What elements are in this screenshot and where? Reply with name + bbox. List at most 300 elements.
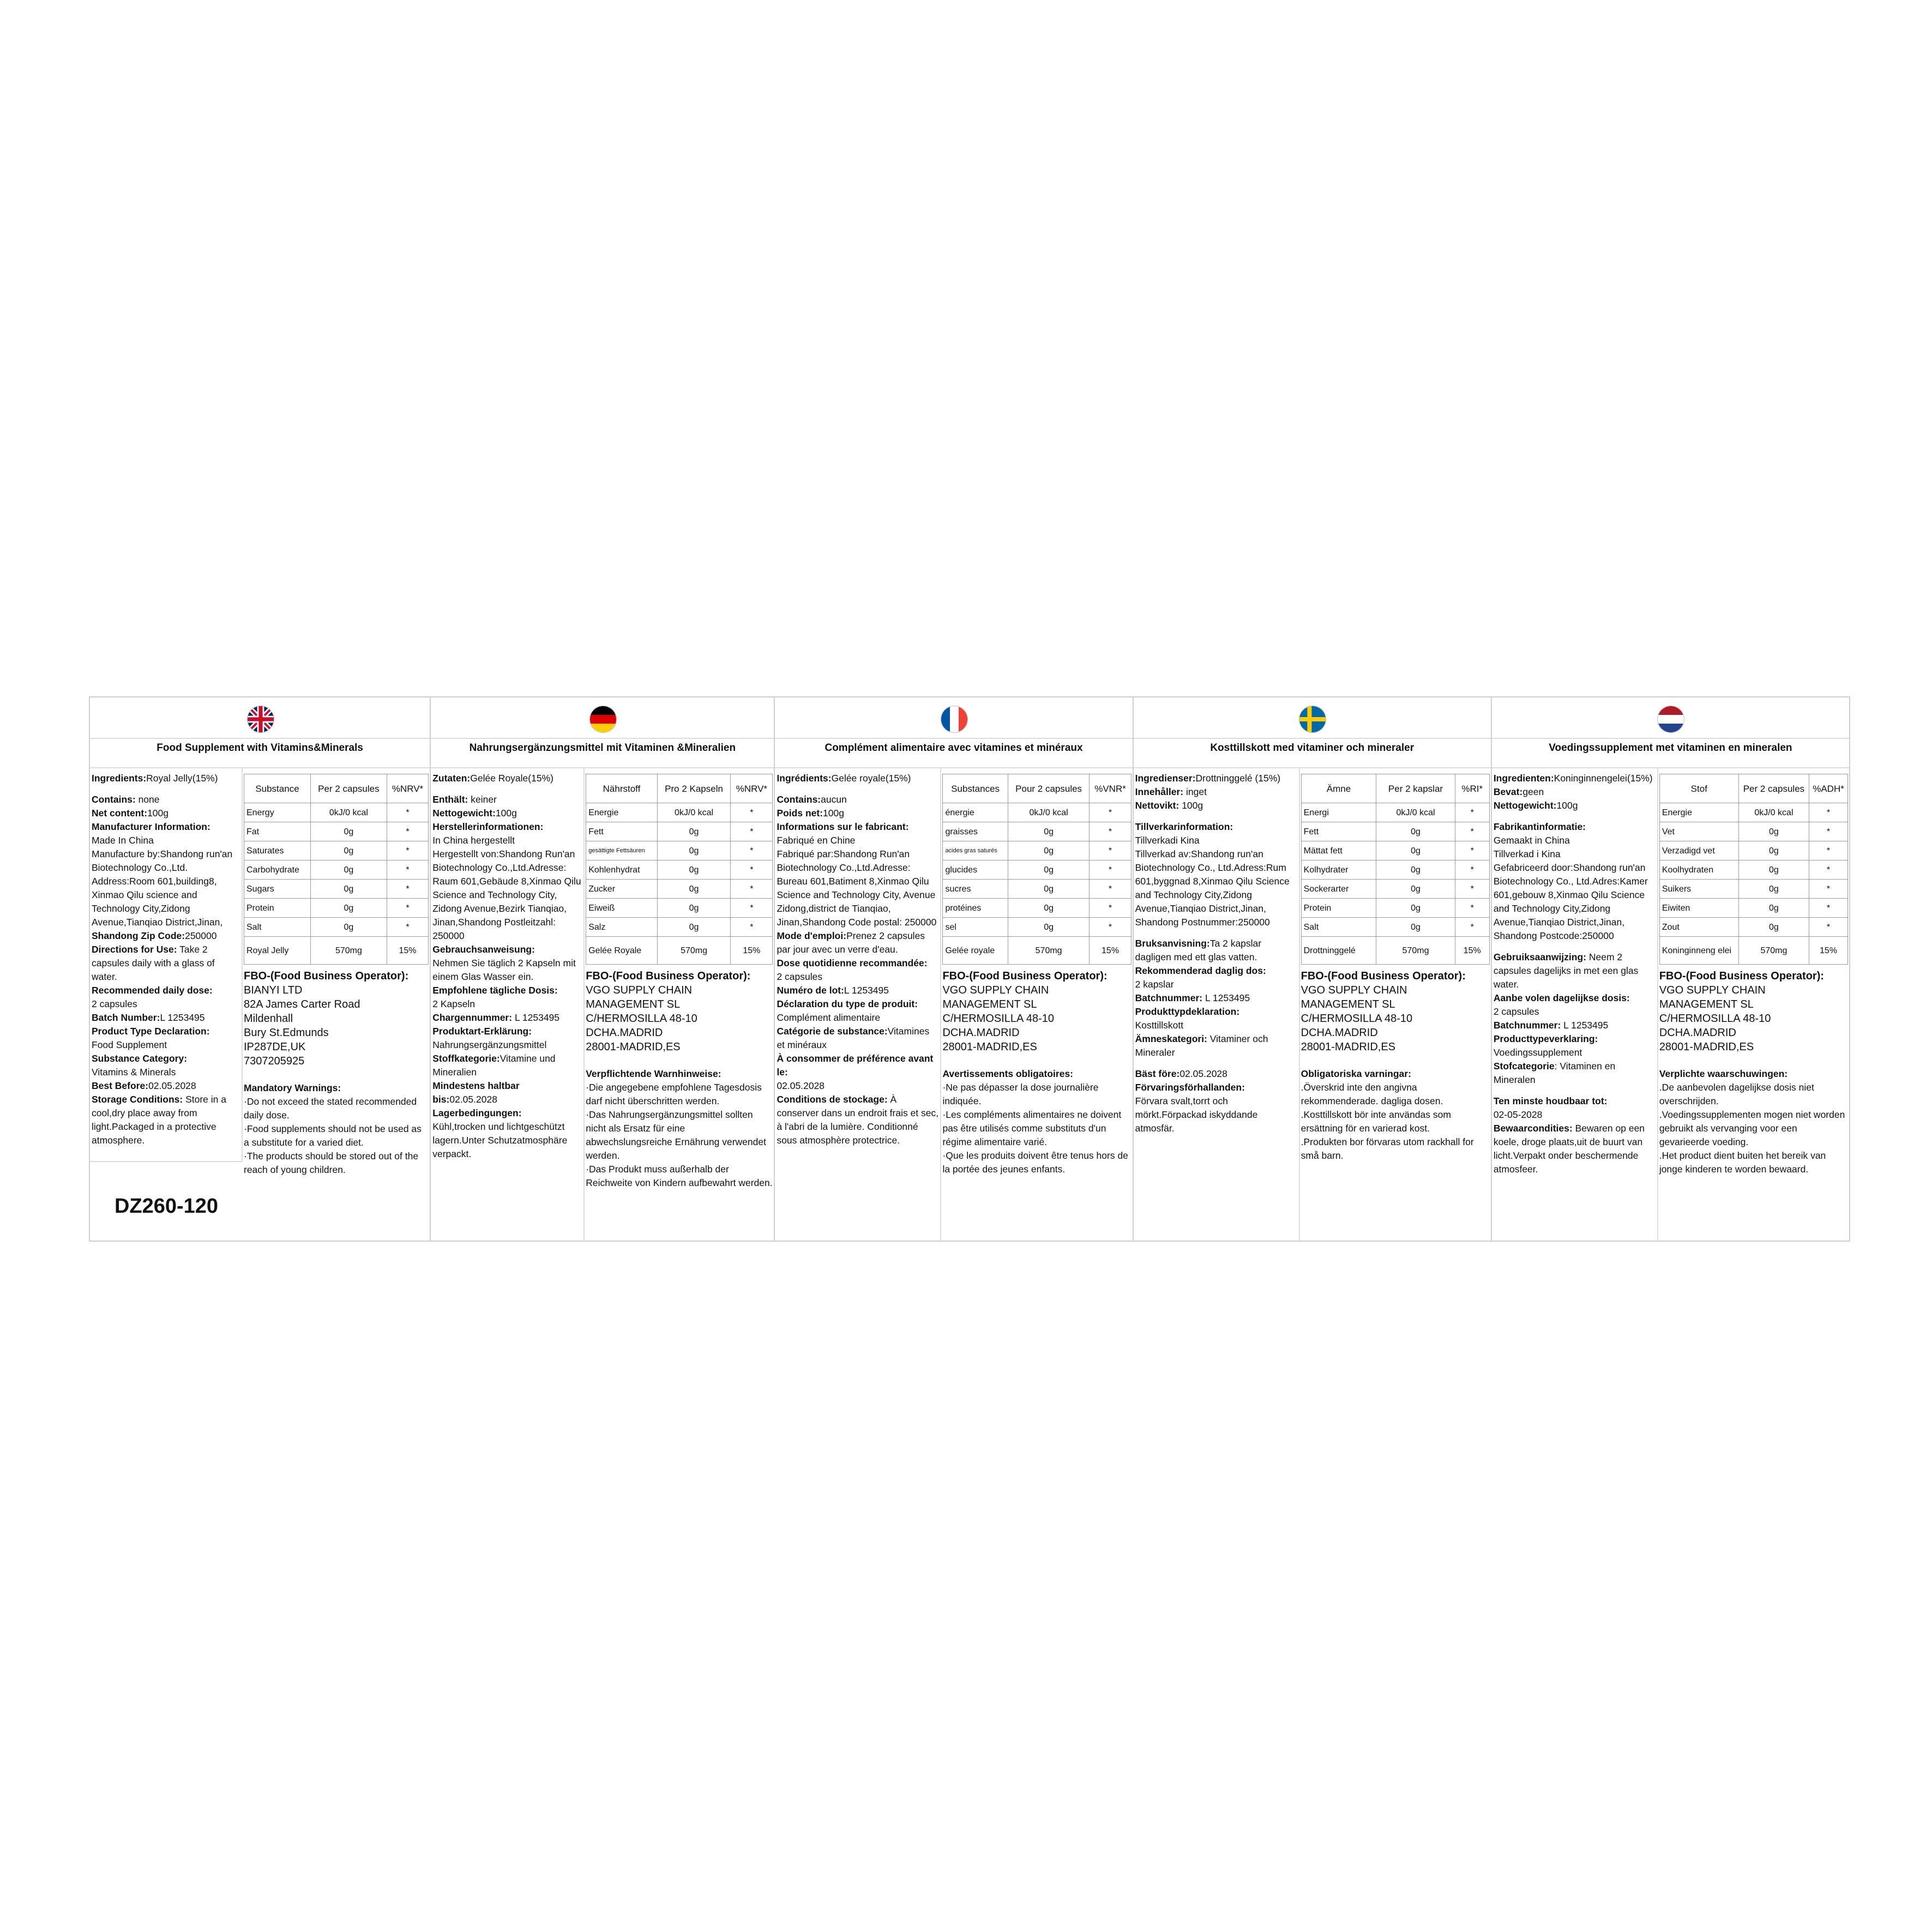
table-cell: 0g <box>1008 880 1090 899</box>
fbo-line: VGO SUPPLY CHAIN <box>942 984 1049 996</box>
info-line <box>777 785 938 793</box>
table-cell: Eiweiß <box>586 899 658 918</box>
table-cell: * <box>1809 803 1848 822</box>
info-line <box>92 1052 240 1066</box>
info-key: Mindestens haltbar bis: <box>432 1080 520 1105</box>
info-line <box>1494 834 1656 847</box>
table-cell: Koolhydraten <box>1659 860 1738 880</box>
info-value: Nahrungsergänzungsmittel <box>432 1039 547 1050</box>
info-line <box>432 1038 582 1052</box>
table-cell: 0g <box>1738 822 1809 841</box>
info-line <box>432 1079 582 1106</box>
info-line <box>777 929 938 956</box>
table-cell: Kolhydrater <box>1301 860 1376 880</box>
info-line <box>1135 834 1297 847</box>
table-cell: 15% <box>1090 937 1131 965</box>
info-line <box>432 1052 582 1079</box>
table-row <box>244 803 429 822</box>
table-row <box>244 880 429 899</box>
fbo-line: 82A James Carter Road <box>244 998 360 1010</box>
table-cell: * <box>1809 841 1848 860</box>
table-row <box>1301 918 1489 937</box>
info-value: Voedingssupplement <box>1493 1047 1582 1058</box>
info-key: Directions for Use: <box>92 944 177 955</box>
table-cell: * <box>1809 899 1848 918</box>
table-cell: Fett <box>586 822 658 841</box>
table-row <box>586 899 773 918</box>
info-key: Produktart-Erklärung: <box>432 1026 532 1037</box>
fbo-line: Mildenhall <box>244 1013 293 1025</box>
info-line <box>1135 1094 1297 1135</box>
table-cell: Mättat fett <box>1301 841 1376 860</box>
fbo-line: VGO SUPPLY CHAIN <box>1301 984 1407 996</box>
table-cell: Zout <box>1659 918 1738 937</box>
info-key: Bäst före: <box>1135 1068 1180 1079</box>
info-line <box>1135 847 1297 929</box>
info-key: Ten minste houdbaar tot: <box>1493 1096 1608 1106</box>
table-cell: 570mg <box>1376 937 1455 965</box>
table-cell: 15% <box>1809 937 1848 965</box>
info-key: Catégorie de substance: <box>777 1026 888 1037</box>
table-cell: 0g <box>1376 880 1455 899</box>
table-cell: * <box>731 860 773 880</box>
table-cell: 0kJ/0 kcal <box>1738 803 1809 822</box>
warnings-block <box>586 1067 773 1190</box>
info-key: Mode d'emploi: <box>777 930 847 941</box>
table-cell: Energy <box>244 803 311 822</box>
info-column <box>1492 768 1658 1241</box>
info-line <box>777 1011 938 1025</box>
info-value: Vitamines et minéraux <box>777 1026 930 1050</box>
table-cell: * <box>1809 918 1848 937</box>
table-row <box>943 937 1131 965</box>
info-value: L 1253495 <box>160 1012 205 1023</box>
table-cell: * <box>387 880 428 899</box>
info-value: aucun <box>821 794 847 805</box>
info-line <box>777 997 938 1011</box>
info-value: 100g <box>495 808 517 818</box>
table-cell: * <box>1455 899 1489 918</box>
table-cell: Fat <box>244 822 311 841</box>
info-line <box>1135 1032 1297 1060</box>
table-cell: 0g <box>1376 899 1455 918</box>
column-header: Ämne <box>1301 774 1376 803</box>
info-line <box>1494 785 1656 799</box>
info-line <box>777 1093 938 1147</box>
warning-line: .Kosttillskott bör inte användas som ersättning för en varierad kost. <box>1301 1109 1451 1134</box>
panel-title: Kosttillskott med vitaminer och mineraler <box>1134 738 1491 768</box>
info-line <box>777 793 938 806</box>
column-header: Pro 2 Kapseln <box>657 774 731 803</box>
warning-line: ·Ne pas dépasser la dose journalière indiquée. <box>942 1082 1099 1106</box>
info-value: L 1253495 <box>844 985 889 996</box>
warnings-title: Mandatory Warnings: <box>244 1082 341 1093</box>
warnings-block <box>244 1081 429 1177</box>
table-cell: 0kJ/0 kcal <box>310 803 387 822</box>
info-value: Food Supplement <box>92 1039 167 1050</box>
info-value: 02.05.2028 <box>148 1080 196 1091</box>
table-cell: * <box>1090 803 1131 822</box>
info-line <box>1494 950 1656 991</box>
info-value: Kühl,trocken und lichtgeschützt lagern.Unter Schutzatmosphäre verpackt. <box>432 1121 568 1159</box>
info-value: : Vitaminen en Mineralen <box>1493 1061 1616 1085</box>
info-key: Ämneskategori: <box>1135 1033 1207 1044</box>
info-key: Innehåller: <box>1135 786 1184 797</box>
info-line <box>777 1025 938 1052</box>
table-cell: 0g <box>310 822 387 841</box>
table-cell: * <box>387 803 428 822</box>
table-cell: 0g <box>657 822 731 841</box>
table-cell: 0g <box>1008 918 1090 937</box>
info-value: Vitamins & Minerals <box>92 1067 176 1078</box>
info-key: Empfohlene tägliche Dosis: <box>432 985 558 996</box>
table-row <box>586 937 773 965</box>
warning-line: .De aanbevolen dagelijkse dosis niet overschrijden. <box>1659 1082 1814 1106</box>
info-line <box>1494 861 1656 943</box>
table-cell: * <box>1090 822 1131 841</box>
info-line <box>1494 1094 1656 1108</box>
table-cell: 0g <box>1738 880 1809 899</box>
product-code: DZ260-120 <box>90 1161 243 1282</box>
info-line <box>1135 978 1297 991</box>
table-cell: Salz <box>586 918 658 937</box>
info-key: À consommer de préférence avant le: <box>777 1053 934 1078</box>
nutrition-column <box>1658 768 1849 1241</box>
info-line <box>1135 929 1297 937</box>
info-value: Gefabriceerd door:Shandong run'an Biotechnology Co., Ltd.Adres:Kamer 601,gebouw 8,Xinmao Qilu Science and Technology City,Zidong Avenue,Tianqiao District,Jinan, Shandong Postcode:250000 <box>1493 862 1648 941</box>
info-key: Tillverkarinformation: <box>1135 821 1233 832</box>
warning-line: ·Das Produkt muss außerhalb der Reichweite von Kindern aufbewahrt werden. <box>586 1164 773 1188</box>
info-key: Nettogewicht: <box>1493 800 1557 811</box>
table-row <box>244 822 429 841</box>
info-key: Manufacturer Information: <box>92 821 210 832</box>
info-line <box>1494 1005 1656 1019</box>
fbo-line: MANAGEMENT SL <box>586 998 681 1010</box>
warning-line: ·Que les produits doivent être tenus hors de la portée des jeunes enfants. <box>942 1150 1128 1175</box>
table-cell: acides gras saturés <box>943 841 1008 860</box>
info-line <box>1494 1046 1656 1060</box>
table-row <box>1659 880 1847 899</box>
table-cell: Vet <box>1659 822 1738 841</box>
table-cell: * <box>731 880 773 899</box>
info-line <box>777 847 938 929</box>
table-cell: * <box>1090 841 1131 860</box>
info-key: Net content: <box>92 808 148 818</box>
warnings-block <box>1659 1067 1848 1176</box>
table-row <box>1301 803 1489 822</box>
info-key: Conditions de stockage: <box>777 1094 888 1105</box>
info-line <box>1135 772 1297 785</box>
warning-line: ·Das Nahrungsergänzungsmittel sollten nicht als Ersatz für eine abwechslungsreiche Ernährung verwendet werden. <box>586 1109 766 1161</box>
info-line <box>1135 799 1297 812</box>
info-key: Ingredients: <box>92 773 147 784</box>
column-header: Nährstoff <box>586 774 658 803</box>
info-value: 2 Kapseln <box>432 998 476 1009</box>
info-value: À conserver dans un endroit frais et sec, à l'abri de la lumière. Conditionné sous atmosphère protectrice. <box>777 1094 939 1146</box>
column-header: %NRV* <box>387 774 428 803</box>
table-row <box>1659 899 1847 918</box>
table-row <box>244 860 429 880</box>
table-cell: * <box>731 841 773 860</box>
table-cell: * <box>1809 880 1848 899</box>
panel-title: Complément alimentaire avec vitamines et minéraux <box>775 738 1132 768</box>
panel-title: Food Supplement with Vitamins&Minerals <box>90 738 430 768</box>
table-cell: * <box>731 899 773 918</box>
table-cell: * <box>1455 860 1489 880</box>
table-header-row <box>943 774 1131 803</box>
info-value: Made In China <box>92 835 154 846</box>
table-cell: Salt <box>244 918 311 937</box>
column-header: %NRV* <box>731 774 773 803</box>
info-key: Aanbe volen dagelijkse dosis: <box>1493 992 1630 1003</box>
info-column <box>1134 768 1300 1241</box>
info-line <box>1494 1087 1656 1094</box>
table-cell: 570mg <box>1738 937 1809 965</box>
column-header: %ADH* <box>1809 774 1848 803</box>
table-header-row <box>244 774 429 803</box>
table-cell: 0kJ/0 kcal <box>657 803 731 822</box>
table-cell: 570mg <box>1008 937 1090 965</box>
nutrition-column <box>941 768 1132 1241</box>
table-row <box>1659 803 1847 822</box>
info-line <box>92 793 240 806</box>
table-cell: 0g <box>657 918 731 937</box>
info-value: 02.05.2028 <box>449 1094 497 1105</box>
column-header: Per 2 capsules <box>1738 774 1809 803</box>
fbo-line: C/HERMOSILLA 48-10 <box>586 1013 697 1025</box>
sweden-flag-icon <box>1299 706 1326 733</box>
info-column <box>90 768 243 1161</box>
table-cell: 15% <box>1455 937 1489 965</box>
table-cell: * <box>1455 841 1489 860</box>
table-row <box>586 860 773 880</box>
info-key: Rekommenderad daglig dos: <box>1135 965 1266 976</box>
table-cell: Sugars <box>244 880 311 899</box>
info-line <box>432 772 582 785</box>
table-row <box>943 860 1131 880</box>
fbo-line: C/HERMOSILLA 48-10 <box>1659 1013 1771 1025</box>
warning-line: .Het product dient buiten het bereik van jonge kinderen te worden bewaard. <box>1659 1150 1826 1175</box>
table-cell: 570mg <box>310 937 387 965</box>
info-value: 02-05-2028 <box>1493 1109 1543 1120</box>
table-cell: * <box>387 918 428 937</box>
nutrition-table <box>1301 774 1490 965</box>
info-line <box>1135 1019 1297 1032</box>
table-header-row <box>586 774 773 803</box>
table-row <box>943 880 1131 899</box>
nutrition-table <box>1659 774 1848 965</box>
column-header: Substances <box>943 774 1008 803</box>
info-value: inget <box>1183 786 1207 797</box>
info-line <box>1135 785 1297 799</box>
table-cell: 0g <box>1738 860 1809 880</box>
info-line <box>777 1079 938 1093</box>
info-key: Numéro de lot: <box>777 985 844 996</box>
table-cell: 0g <box>1008 822 1090 841</box>
info-line <box>1494 1108 1656 1122</box>
warning-line: .Produkten bor förvaras utom rackhall for små barn. <box>1301 1136 1474 1161</box>
info-line <box>1494 847 1656 861</box>
table-cell: 0g <box>310 860 387 880</box>
table-cell: 15% <box>731 937 773 965</box>
table-header-row <box>1659 774 1847 803</box>
info-key: Poids net: <box>777 808 823 818</box>
table-cell: Carbohydrate <box>244 860 311 880</box>
fbo-line: VGO SUPPLY CHAIN <box>586 984 693 996</box>
table-cell: 0kJ/0 kcal <box>1008 803 1090 822</box>
info-line <box>432 793 582 806</box>
table-row <box>943 841 1131 860</box>
table-cell: * <box>1809 822 1848 841</box>
table-row <box>586 918 773 937</box>
info-line <box>1494 1060 1656 1087</box>
info-value: Drottninggelé (15%) <box>1195 773 1281 784</box>
info-key: Bruksanvisning: <box>1135 938 1210 949</box>
table-row <box>943 803 1131 822</box>
info-key: Ingredienser: <box>1135 773 1196 784</box>
info-value: Tillverkadi Kina <box>1135 835 1200 846</box>
column-header: Per 2 kapslar <box>1376 774 1455 803</box>
info-value: Fabriqué par:Shandong Run'an Biotechnology Co.,Ltd.Adresse: Bureau 601,Batiment 8,Xinmao Qilu Science and Technology City, Avenue Zidong,district de Tianqiao, Jinan,Shandong Code postal: 250000 <box>777 848 937 928</box>
info-line <box>92 785 240 793</box>
fbo-line: MANAGEMENT SL <box>942 998 1037 1010</box>
info-value: 100g <box>1556 800 1578 811</box>
table-cell: 0g <box>1738 899 1809 918</box>
info-line <box>92 772 240 785</box>
fbo-line: Bury St.Edmunds <box>244 1027 329 1039</box>
info-line <box>1494 820 1656 834</box>
info-line <box>432 820 582 834</box>
info-key: Ingrédients: <box>777 773 832 784</box>
table-row <box>1301 822 1489 841</box>
fbo-line: DCHA.MADRID <box>1659 1027 1736 1039</box>
fbo-title: FBO-(Food Business Operator): <box>1301 970 1466 982</box>
france-flag-icon <box>941 706 968 733</box>
table-cell: Energi <box>1301 803 1376 822</box>
fbo-line: C/HERMOSILLA 48-10 <box>942 1013 1054 1025</box>
table-row <box>1301 880 1489 899</box>
info-value: Tillverkad i Kina <box>1493 848 1561 859</box>
info-value: Koninginnengelei(15%) <box>1554 773 1653 784</box>
table-cell: Salt <box>1301 918 1376 937</box>
info-key: Bewaarcondities: <box>1493 1123 1573 1134</box>
fbo-title: FBO-(Food Business Operator): <box>586 970 751 982</box>
info-line <box>92 820 240 834</box>
table-row <box>244 841 429 860</box>
table-cell: 0g <box>310 918 387 937</box>
info-line <box>92 806 240 820</box>
info-value: Take 2 capsules daily with a glass of water. <box>92 944 215 982</box>
info-column <box>431 768 585 1241</box>
table-cell: Royal Jelly <box>244 937 311 965</box>
info-value: Ta 2 kapslar dagligen med ett glas vatten. <box>1135 938 1262 962</box>
info-key: Recommended daily dose: <box>92 985 213 996</box>
info-key: Stoffkategorie: <box>432 1053 500 1064</box>
info-key: Herstellerinformationen: <box>432 821 544 832</box>
info-value: 2 kapslar <box>1135 979 1174 990</box>
info-value: Vitamine und Mineralien <box>432 1053 556 1078</box>
info-line <box>432 847 582 943</box>
warnings-block <box>1301 1067 1490 1163</box>
table-cell: Sockerarter <box>1301 880 1376 899</box>
info-value: L 1253495 <box>1561 1020 1609 1031</box>
info-line <box>777 956 938 970</box>
table-cell: Fett <box>1301 822 1376 841</box>
info-value: 2 capsules <box>777 971 823 982</box>
info-value: L 1253495 <box>512 1012 560 1023</box>
fbo-line: DCHA.MADRID <box>1301 1027 1378 1039</box>
warnings-title: Verpflichtende Warnhinweise: <box>586 1068 721 1079</box>
info-line <box>92 1011 240 1025</box>
info-line <box>1135 1081 1297 1094</box>
table-row <box>244 937 429 965</box>
table-cell: 0g <box>657 841 731 860</box>
info-line <box>92 1038 240 1052</box>
table-row <box>586 841 773 860</box>
info-column <box>775 768 941 1241</box>
fbo-block <box>586 969 773 1054</box>
table-cell: * <box>387 841 428 860</box>
info-key: Produkttypdeklaration: <box>1135 1006 1240 1017</box>
info-line <box>92 834 240 847</box>
table-cell: Kohlenhydrat <box>586 860 658 880</box>
info-line <box>432 1011 582 1025</box>
warning-line: ·Die angegebene empfohlene Tagesdosis darf nicht überschritten werden. <box>586 1082 762 1106</box>
info-value: Manufacture by:Shandong run'an Biotechnology Co.,Ltd. Address:Room 601,building8, Xinmao Qilu science and Technology City,Zidong Avenue,Tianqiao District,Jinan, <box>92 848 233 928</box>
info-line <box>92 997 240 1011</box>
column-header: %VNR* <box>1090 774 1131 803</box>
info-key: Storage Conditions: <box>92 1094 183 1105</box>
info-value: Bewaren op een koele, droge plaats,uit de buurt van licht.Verpakt onder beschermende atmosfeer. <box>1493 1123 1645 1175</box>
fbo-block <box>1301 969 1490 1054</box>
table-cell: 0g <box>310 880 387 899</box>
table-cell: 0g <box>657 860 731 880</box>
fbo-title: FBO-(Food Business Operator): <box>1659 970 1825 982</box>
fbo-line: MANAGEMENT SL <box>1659 998 1754 1010</box>
info-key: Lagerbedingungen: <box>432 1108 522 1118</box>
column-header: Pour 2 capsules <box>1008 774 1090 803</box>
info-key: Ingredienten: <box>1493 773 1554 784</box>
info-line <box>92 847 240 929</box>
fbo-line: IP287DE,UK <box>244 1041 306 1053</box>
nutrition-column <box>1300 768 1491 1241</box>
table-row <box>586 822 773 841</box>
info-key: Chargennummer: <box>432 1012 513 1023</box>
table-cell: 0g <box>1738 841 1809 860</box>
info-line <box>432 785 582 793</box>
info-line <box>1135 937 1297 964</box>
info-value: Neem 2 capsules dagelijks in met een glas water. <box>1493 952 1639 990</box>
info-value: Vitaminer och Mineraler <box>1135 1033 1268 1058</box>
panel-title: Voedingssupplement met vitaminen en mineralen <box>1492 738 1849 768</box>
info-value: 250000 <box>185 930 217 941</box>
table-cell: Koninginneng elei <box>1659 937 1738 965</box>
column-header: Per 2 capsules <box>310 774 387 803</box>
table-row <box>244 918 429 937</box>
table-row <box>586 803 773 822</box>
info-line <box>1494 772 1656 785</box>
info-value: Kosttillskott <box>1135 1020 1184 1031</box>
table-cell: * <box>731 822 773 841</box>
warning-line: ·Do not exceed the stated recommended daily dose. <box>244 1096 417 1121</box>
info-line <box>1135 964 1297 978</box>
table-cell: 0g <box>1008 841 1090 860</box>
info-key: Zutaten: <box>432 773 471 784</box>
fbo-line: 28001-MADRID,ES <box>1659 1041 1754 1053</box>
nutrition-table <box>244 774 429 965</box>
info-key: Gebrauchsanweisung: <box>432 944 535 955</box>
table-cell: * <box>731 918 773 937</box>
